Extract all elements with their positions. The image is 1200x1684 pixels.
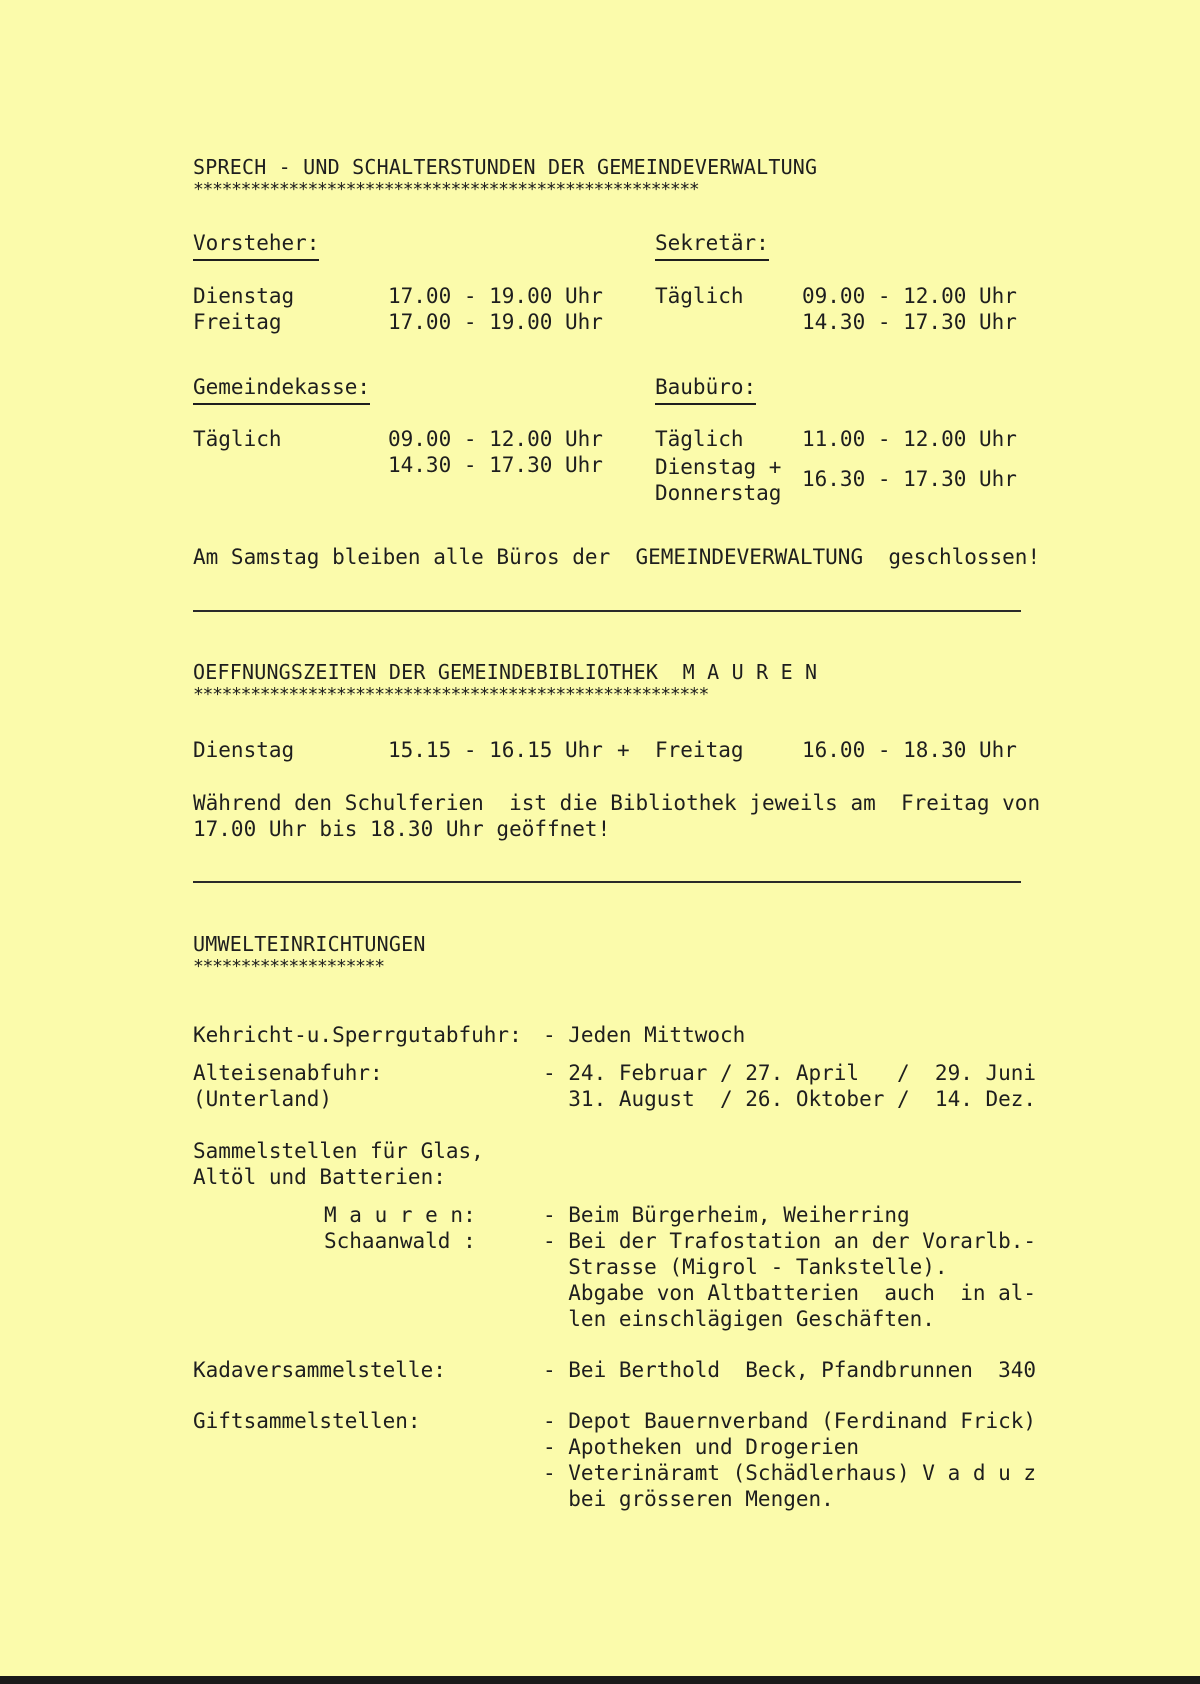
schaanwald-line-4: len einschlägigen Geschäften. xyxy=(543,1307,935,1331)
gemeindekasse-heading: Gemeindekasse: xyxy=(193,374,370,400)
vorsteher-time-1: 17.00 - 19.00 Uhr xyxy=(388,284,603,308)
schaanwald-line-3: Abgabe von Altbatterien auch in al- xyxy=(543,1281,1037,1305)
vorsteher-heading: Vorsteher: xyxy=(193,230,319,256)
library-note-2: 17.00 Uhr bis 18.30 Uhr geöffnet! xyxy=(193,817,611,841)
gift-line-3: - Veterinäramt (Schädlerhaus) V a d u z xyxy=(543,1461,1037,1485)
gift-line-2: - Apotheken und Drogerien xyxy=(543,1435,860,1459)
page-bottom-edge xyxy=(0,1676,1200,1684)
baubuero-day-2b: Donnerstag xyxy=(655,481,782,505)
gemeindekasse-time-2: 14.30 - 17.30 Uhr xyxy=(388,453,603,477)
alteisen-value-2: 31. August / 26. Oktober / 14. Dez. xyxy=(543,1087,1037,1111)
schaanwald-line-2: Strasse (Migrol - Tankstelle). xyxy=(543,1255,948,1279)
sekretaer-time-1: 09.00 - 12.00 Uhr xyxy=(802,284,1017,308)
vorsteher-time-2: 17.00 - 19.00 Uhr xyxy=(388,310,603,334)
library-day-1: Dienstag xyxy=(193,738,295,762)
gift-label: Giftsammelstellen: xyxy=(193,1409,421,1433)
kehricht-label: Kehricht-u.Sperrgutabfuhr: xyxy=(193,1023,522,1047)
baubuero-day-2a: Dienstag + xyxy=(655,455,782,479)
alteisen-label-1: Alteisenabfuhr: xyxy=(193,1061,383,1085)
divider-2 xyxy=(193,881,1021,883)
divider-1 xyxy=(193,610,1021,612)
kadaver-label: Kadaversammelstelle: xyxy=(193,1358,446,1382)
baubuero-day-1: Täglich xyxy=(655,427,744,451)
library-day-2: Freitag xyxy=(655,738,744,762)
sekretaer-time-2: 14.30 - 17.30 Uhr xyxy=(802,310,1017,334)
sammel-label-2: Altöl und Batterien: xyxy=(193,1165,446,1189)
vorsteher-day-1: Dienstag xyxy=(193,284,295,308)
section3-stars: ******************** xyxy=(193,956,384,977)
library-note-1: Während den Schulferien ist die Bibliothek jeweils am Freitag von xyxy=(193,791,1041,815)
library-plus: + xyxy=(617,738,630,762)
kadaver-value: - Bei Berthold Beck, Pfandbrunnen 340 xyxy=(543,1358,1037,1382)
samstag-note: Am Samstag bleiben alle Büros der GEMEINDEVERWALTUNG geschlossen! xyxy=(193,545,1041,569)
section2-stars: ****************************************************** xyxy=(193,684,708,705)
sammel-label-1: Sammelstellen für Glas, xyxy=(193,1139,484,1163)
vorsteher-day-2: Freitag xyxy=(193,310,282,334)
section2-title: OEFFNUNGSZEITEN DER GEMEINDEBIBLIOTHEK M A U R E N xyxy=(193,660,818,684)
gift-line-4: bei grösseren Mengen. xyxy=(543,1487,834,1511)
section1-title: SPRECH - UND SCHALTERSTUNDEN DER GEMEINDEVERWALTUNG xyxy=(193,155,818,179)
alteisen-label-2: (Unterland) xyxy=(193,1087,333,1111)
baubuero-heading: Baubüro: xyxy=(655,374,756,400)
gift-line-1: - Depot Bauernverband (Ferdinand Frick) xyxy=(543,1409,1037,1433)
baubuero-time-1: 11.00 - 12.00 Uhr xyxy=(802,427,1017,451)
baubuero-time-2: 16.30 - 17.30 Uhr xyxy=(802,467,1017,491)
mauren-value: - Beim Bürgerheim, Weiherring xyxy=(543,1203,910,1227)
alteisen-value-1: - 24. Februar / 27. April / 29. Juni xyxy=(543,1061,1037,1085)
kehricht-value: - Jeden Mittwoch xyxy=(543,1023,746,1047)
mauren-label: M a u r e n: xyxy=(324,1203,476,1227)
section1-stars: ***************************************************** xyxy=(193,179,699,200)
gemeindekasse-time-1: 09.00 - 12.00 Uhr xyxy=(388,427,603,451)
library-time-1: 15.15 - 16.15 Uhr xyxy=(388,738,603,762)
library-time-2: 16.00 - 18.30 Uhr xyxy=(802,738,1017,762)
gemeindekasse-day: Täglich xyxy=(193,427,282,451)
section3-title: UMWELTEINRICHTUNGEN xyxy=(193,932,426,956)
schaanwald-line-1: - Bei der Trafostation an der Vorarlb.- xyxy=(543,1229,1037,1253)
sekretaer-heading: Sekretär: xyxy=(655,230,769,256)
schaanwald-label: Schaanwald : xyxy=(324,1229,476,1253)
sekretaer-day: Täglich xyxy=(655,284,744,308)
